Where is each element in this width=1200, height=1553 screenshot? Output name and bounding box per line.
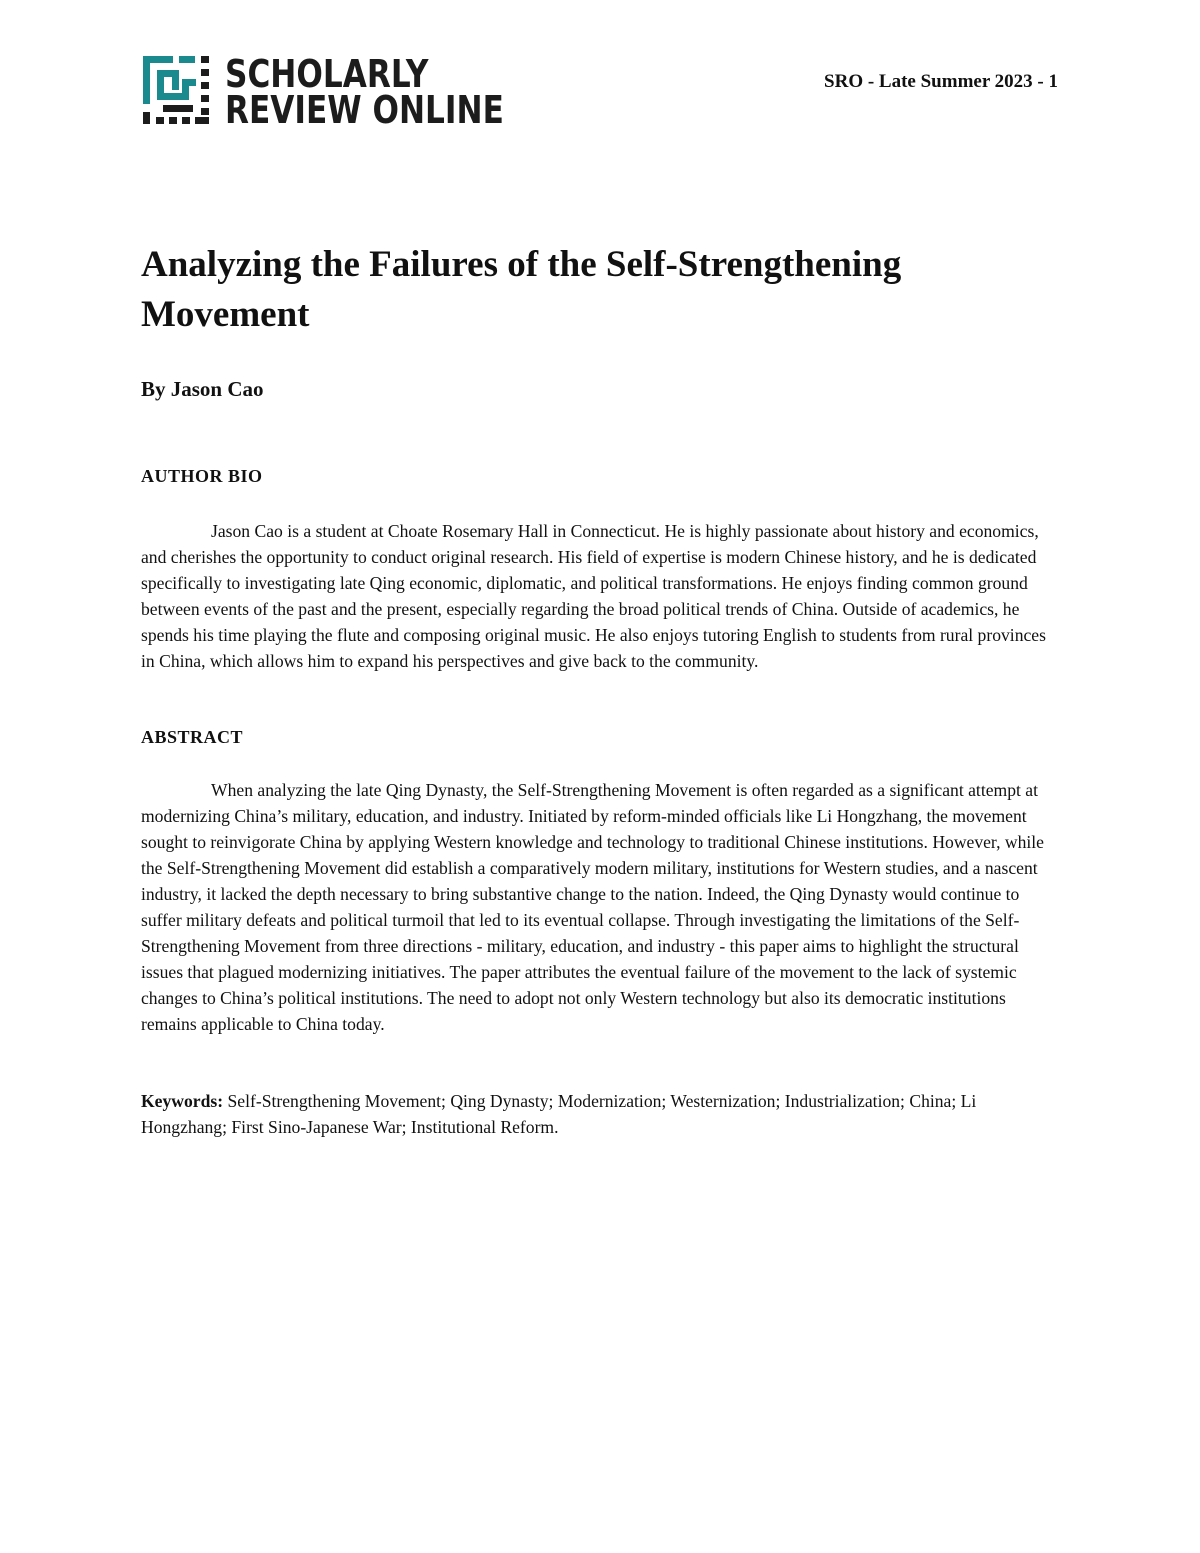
keywords-label: Keywords: [141,1091,224,1111]
journal-logo [143,52,565,132]
keywords [141,1088,1053,1140]
keywords-text: Self-Strengthening Movement; Qing Dynasty; Modernization; Westernization; Industrialization; China; Li Hongzhang; First Sino-Japanese War; Institutional Reform. [141,1091,977,1137]
abstract-text: When analyzing the late Qing Dynasty, the Self-Strengthening Movement is often regarded as a significant attempt at modernizing China’s military, education, and industry. Initiated by reform-minded officials like Li Hongzhang, the movement sought to reinvigorate China by applying Western knowledge and technology to traditional Chinese institutions. However, while the Self-Strengthening Movement did establish a comparatively modern military, institutions for Western studies, and a nascent industry, it lacked the depth necessary to bring substantive change to the nation. Indeed, the Qing Dynasty would continue to suffer military defeats and political turmoil that led to its eventual collapse. Through investigating the limitations of the Self-Strengthening Movement from three directions - military, education, and industry - this paper aims to highlight the structural issues that plagued modernizing initiatives. The paper attributes the eventual failure of the movement to the lack of systemic changes to China’s political institutions. The need to adopt not only Western technology but also its democratic institutions remains applicable to China today. [141,780,1044,1034]
byline: By Jason Cao [141,377,264,401]
running-head: SRO - Late Summer 2023 - 1 [824,71,1058,92]
journal-name-line1: SCHOLARLY [225,52,429,96]
journal-name [225,52,504,132]
abstract-heading: ABSTRACT [141,727,244,747]
author-bio-heading: AUTHOR BIO [141,466,263,486]
author-bio-text: Jason Cao is a student at Choate Rosemary Hall in Connecticut. He is highly passionate about history and economics, and cherishes the opportunity to conduct original research. His field of expertise is modern Chinese history, and he is dedicated specifically to investigating late Qing economic, diplomatic, and political transformations. He enjoys finding common ground between events of the past and the present, especially regarding the broad political trends of China. Outside of academics, he spends his time playing the flute and composing original music. He also enjoys tutoring English to students from rural provinces in China, which allows him to expand his perspectives and give back to the community. [141,521,1046,671]
maze-logo-icon [143,56,213,128]
article-title: Analyzing the Failures of the Self-Strengthening Movement [141,244,902,335]
journal-name-line2: REVIEW ONLINE [225,88,504,132]
